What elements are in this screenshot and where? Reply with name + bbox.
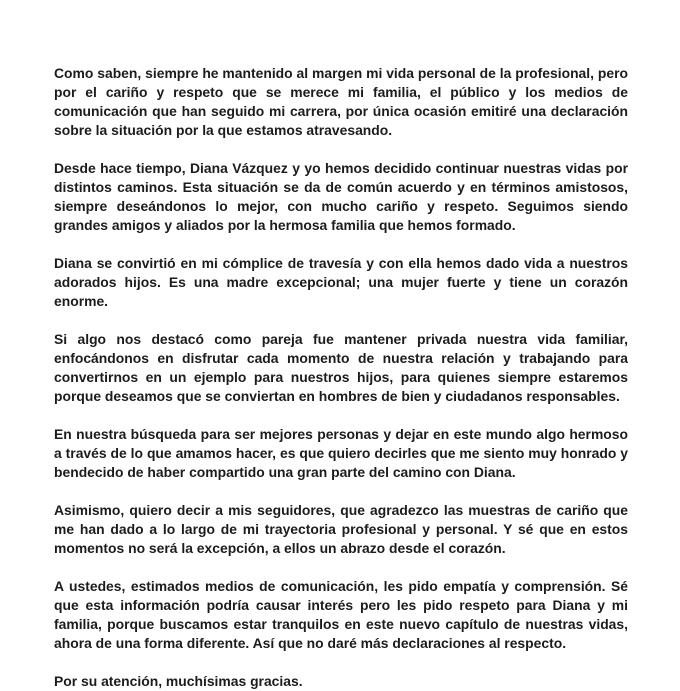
paragraph-closing: Por su atención, muchísimas gracias. <box>54 673 303 689</box>
paragraph-diana: Diana se convirtió en mi cómplice de travesía y con ella hemos dado vida a nuestros adorados hijos. Es una madre excepcional; una mujer fuerte y tiene un corazón enorme. <box>54 255 628 309</box>
paragraph-intro: Como saben, siempre he mantenido al margen mi vida personal de la profesional, pero por el cariño y respeto que se merece mi familia, el público y los medios de comunicación que han seguido mi carrera, por única ocasión emitiré una declaración sobre la situación por la que estamos atravesando. <box>54 65 628 138</box>
paragraph-media: A ustedes, estimados medios de comunicación, les pido empatía y comprensión. Sé que esta información podría causar interés pero les pido respeto para Diana y mi familia, porque buscamos estar tranquilos en este nuevo capítulo de nuestras vidas, ahora de una forma diferente. Así que no daré más declaraciones al respecto. <box>54 578 628 651</box>
paragraph-followers: Asimismo, quiero decir a mis seguidores, que agradezco las muestras de cariño que me han dado a lo largo de mi trayectoria profesional y personal. Y sé que en estos momentos no será la excepción, a ellos un abrazo desde el corazón. <box>54 502 628 556</box>
statement-body <box>54 64 628 691</box>
paragraph-separation: Desde hace tiempo, Diana Vázquez y yo hemos decidido continuar nuestras vidas por distintos caminos. Esta situación se da de común acuerdo y en términos amistosos, siempre deseándonos lo mejor, con mucho cariño y respeto. Seguimos siendo grandes amigos y aliados por la hermosa familia que hemos formado. <box>54 160 628 233</box>
paragraph-gratitude-diana: En nuestra búsqueda para ser mejores personas y dejar en este mundo algo hermoso a través de lo que amamos hacer, es que quiero decirles que me siento muy honrado y bendecido de haber compartido una gran parte del camino con Diana. <box>54 426 628 480</box>
paragraph-privacy: Si algo nos destacó como pareja fue mantener privada nuestra vida familiar, enfocándonos en disfrutar cada momento de nuestra relación y trabajando para convertirnos en un ejemplo para nuestros hijos, para quienes siempre estaremos porque deseamos que se conviertan en hombres de bien y ciudadanos responsables. <box>54 331 628 404</box>
